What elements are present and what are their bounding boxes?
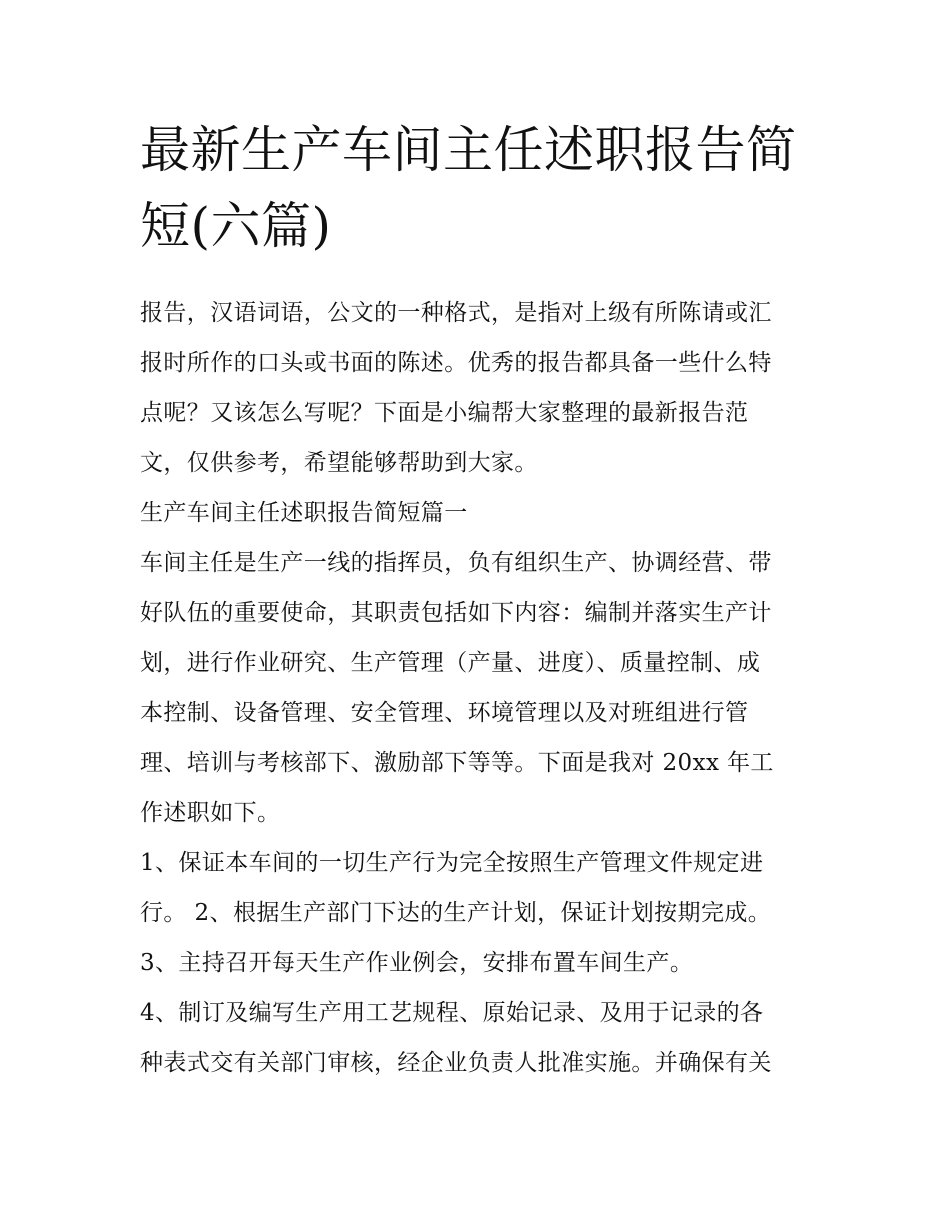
document-title: 最新生产车间主任述职报告简 短(六篇): [140, 121, 797, 255]
body-paragraph-duties: 车间主任是生产一线的指挥员，负有组织生产、协调经营、带 好队伍的重要使命，其职责包括如下内容：编制并落实生产计 划，进行作业研究、生产管理（产量、进度）、质量控制、成 本控制、设备管理、安全管理、环境管理以及对班组进行管 理、培训与考核部下、激励部下等等。下面是我对 20xx 年工 作述职如下。: [140, 550, 774, 826]
document-page: [140, 112, 820, 1088]
section-heading: 生产车间主任述职报告简短篇一: [140, 500, 468, 526]
list-item-3: 3、主持召开每天生产作业例会，安排布置车间生产。: [140, 950, 694, 976]
list-item-1-2: 1、保证本车间的一切生产行为完全按照生产管理文件规定进 行。 2、根据生产部门下达的生产计划，保证计划按期完成。: [140, 850, 772, 926]
intro-paragraph: 报告，汉语词语，公文的一种格式，是指对上级有所陈请或汇 报时所作的口头或书面的陈述。优秀的报告都具备一些什么特 点呢？又该怎么写呢？下面是小编帮大家整理的最新报告范 文，仅供参考，希望能够帮助到大家。: [140, 300, 772, 476]
list-item-4: 4、制订及编写生产用工艺规程、原始记录、及用于记录的各 种表式交有关部门审核，经企业负责人批准实施。并确保有关: [140, 1000, 772, 1076]
